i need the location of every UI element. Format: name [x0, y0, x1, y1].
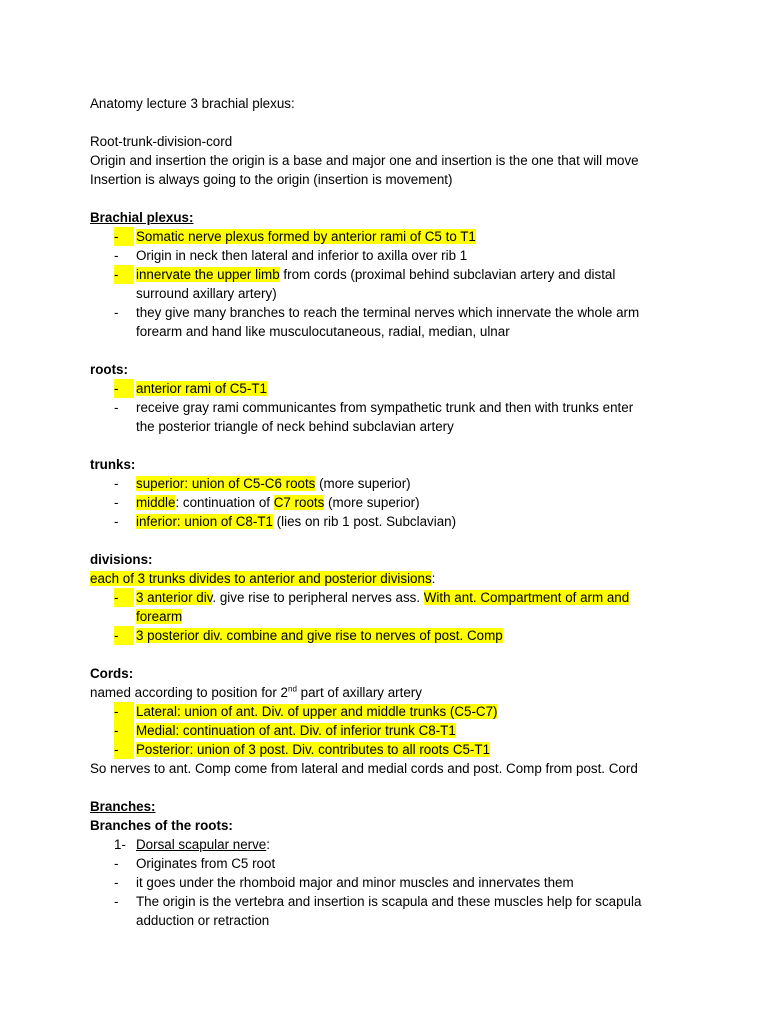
list-item: - receive gray rami communicantes from sympathetic trunk and then with trunks enter [114, 400, 634, 415]
list-item-continuation: forearm [136, 609, 183, 624]
list-item-continuation: the posterior triangle of neck behind subclavian artery [136, 419, 454, 434]
list-item: - Posterior: union of 3 post. Div. contributes to all roots C5-T1 [114, 742, 491, 757]
bullet-marker: - [114, 721, 134, 740]
subheading-branches-of-roots: Branches of the roots: [90, 818, 233, 833]
list-item: - 3 anterior div. give rise to peripheral nerves ass. With ant. Compartment of arm and [114, 590, 630, 605]
list-item: - Originates from C5 root [114, 856, 276, 871]
bullet-marker: - [114, 495, 119, 510]
list-item: - Somatic nerve plexus formed by anterior rami of C5 to T1 [114, 229, 476, 244]
list-item: - 3 posterior div. combine and give rise to nerves of post. Comp [114, 628, 503, 643]
bullet-marker: - [114, 305, 119, 320]
numbered-item: 1- Dorsal scapular nerve: [114, 837, 270, 852]
list-item: - middle: continuation of C7 roots (more superior) [114, 495, 420, 510]
intro-line-3: Insertion is always going to the origin (insertion is movement) [90, 172, 453, 187]
divisions-intro: each of 3 trunks divides to anterior and posterior divisions: [90, 571, 436, 586]
bullet-marker: - [114, 248, 119, 263]
bullet-marker: - [114, 702, 134, 721]
section-heading-trunks: trunks: [90, 457, 136, 472]
bullet-marker: - [114, 856, 119, 871]
bullet-marker: - [114, 265, 134, 284]
document-body [90, 94, 690, 930]
bullet-marker: - [114, 740, 134, 759]
list-item: - it goes under the rhomboid major and minor muscles and innervates them [114, 875, 574, 890]
bullet-marker: - [114, 227, 134, 246]
list-item: - Origin in neck then lateral and inferior to axilla over rib 1 [114, 248, 468, 263]
bullet-marker: - [114, 894, 119, 909]
nerve-title: Dorsal scapular nerve [136, 837, 267, 852]
section-heading-roots: roots: [90, 362, 128, 377]
list-item-continuation: adduction or retraction [136, 913, 270, 928]
bullet-marker: - [114, 476, 119, 491]
intro-line-1: Root-trunk-division-cord [90, 134, 233, 149]
cords-intro: named according to position for 2nd part of axillary artery [90, 684, 422, 700]
item-number: 1- [114, 837, 126, 852]
cords-summary: So nerves to ant. Comp come from lateral and medial cords and post. Comp from post. Cord [90, 761, 638, 776]
list-item: - inferior: union of C8-T1 (lies on rib 1 post. Subclavian) [114, 514, 457, 529]
list-item-continuation: forearm and hand like musculocutaneous, radial, median, ulnar [136, 324, 510, 339]
doc-title: Anatomy lecture 3 brachial plexus: [90, 96, 295, 111]
section-heading-brachial-plexus: Brachial plexus: [90, 210, 194, 225]
section-heading-divisions: divisions: [90, 552, 153, 567]
list-item: - anterior rami of C5-T1 [114, 381, 267, 396]
list-item: - Lateral: union of ant. Div. of upper and middle trunks (C5-C7) [114, 704, 498, 719]
bullet-marker: - [114, 626, 134, 645]
list-item: - Medial: continuation of ant. Div. of inferior trunk C8-T1 [114, 723, 456, 738]
intro-line-2: Origin and insertion the origin is a base and major one and insertion is the one that will move [90, 153, 639, 168]
section-heading-branches: Branches: [90, 799, 156, 814]
list-item-continuation: surround axillary artery) [136, 286, 277, 301]
section-heading-cords: Cords: [90, 666, 134, 681]
bullet-marker: - [114, 875, 119, 890]
list-item: - superior: union of C5-C6 roots (more superior) [114, 476, 411, 491]
bullet-marker: - [114, 379, 134, 398]
list-item: - innervate the upper limb from cords (proximal behind subclavian artery and distal [114, 267, 616, 282]
bullet-marker: - [114, 514, 119, 529]
list-item: - The origin is the vertebra and insertion is scapula and these muscles help for scapula [114, 894, 642, 909]
bullet-marker: - [114, 588, 134, 607]
list-item: - they give many branches to reach the terminal nerves which innervate the whole arm [114, 305, 640, 320]
bullet-marker: - [114, 400, 119, 415]
